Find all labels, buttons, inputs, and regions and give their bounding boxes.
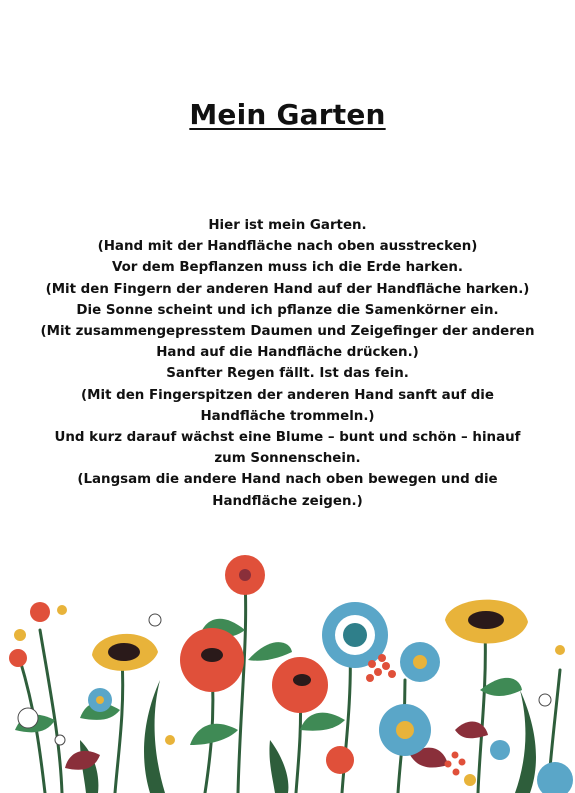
- poem-line: Vor dem Bepflanzen muss ich die Erde harken.: [111, 260, 464, 276]
- poem-line: Und kurz darauf wächst eine Blume – bunt und schön – hinauf zum Sonnenschein.: [54, 430, 521, 467]
- page-title: Mein Garten: [189, 98, 386, 131]
- poem-instruction: (Langsam die andere Hand nach oben bewegen und die Handfläche zeigen.): [77, 472, 498, 509]
- poem-instruction: (Mit zusammengepresstem Daumen und Zeigefinger der anderen Hand auf die Handfläche drücken.): [40, 324, 535, 361]
- poem-line: Die Sonne scheint und ich pflanze die Samenkörner ein.: [76, 302, 499, 318]
- poem-line: Sanfter Regen fällt. Ist das fein.: [166, 366, 409, 382]
- poem-line: Hier ist mein Garten.: [208, 218, 367, 233]
- poem-text: [40, 215, 535, 512]
- poem-instruction: (Mit den Fingern der anderen Hand auf der Handfläche harken.): [45, 281, 530, 297]
- flower-illustration: [0, 540, 575, 793]
- poem-instruction: (Hand mit der Handfläche nach oben ausstrecken): [97, 239, 478, 255]
- poem-instruction: (Mit den Fingerspitzen der anderen Hand sanft auf die Handfläche trommeln.): [81, 387, 494, 424]
